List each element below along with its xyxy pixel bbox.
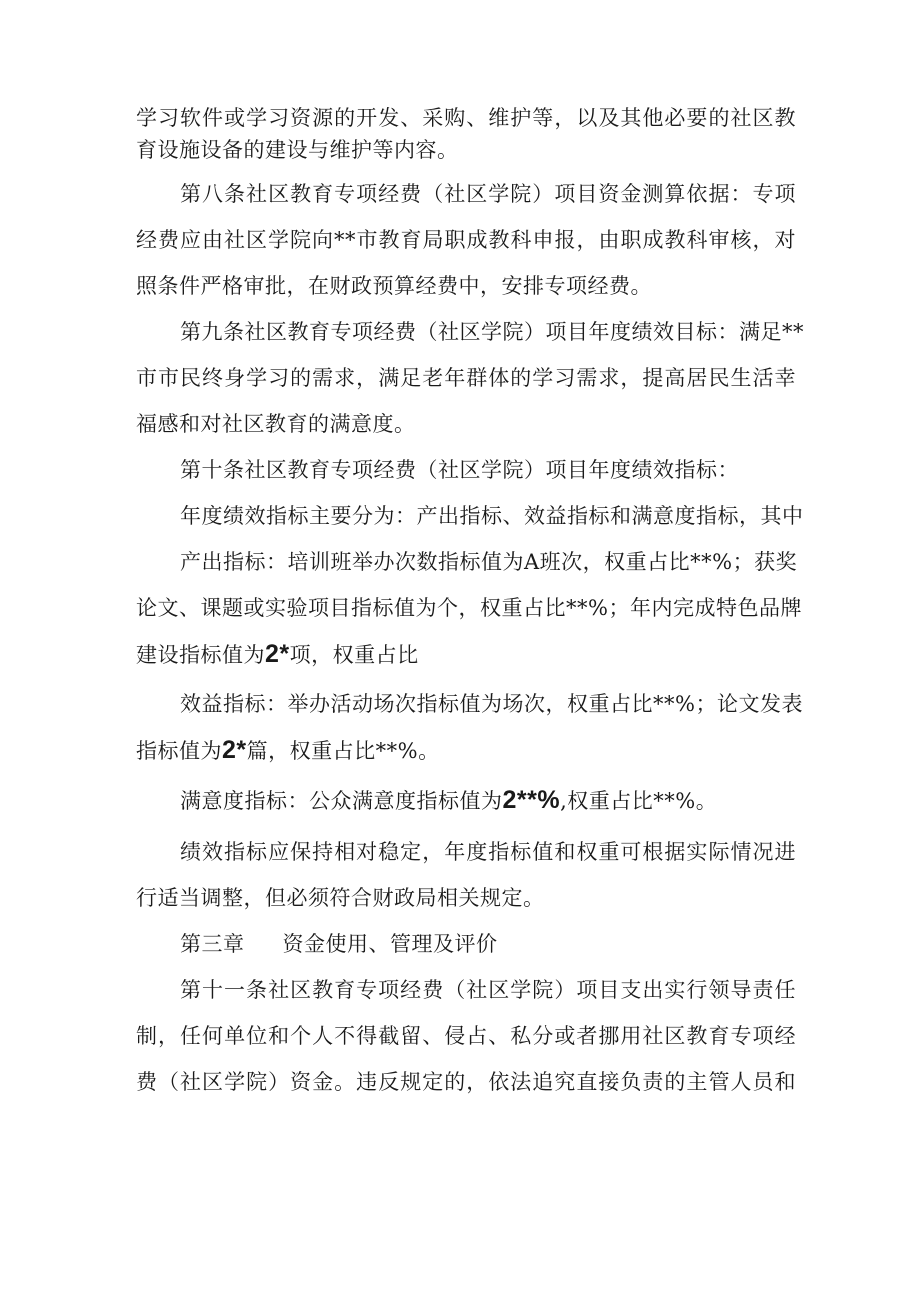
chapter-title: 资金使用、管理及评价 — [282, 932, 498, 956]
brand-line-text: 建设指标值为 — [136, 643, 265, 667]
paper-line-text: 篇，权重占比**%。 — [246, 739, 440, 763]
brand-line-text: 项，权重占比 — [289, 643, 419, 667]
brand-indicator-line — [136, 640, 796, 669]
paragraph-line: 照条件严格审批，在财政预算经费中，安排专项经费。 — [136, 274, 652, 298]
satisfaction-value: 2**% — [502, 786, 561, 814]
article-9-line: 第九条社区教育专项经费（社区学院）项目年度绩效目标：满足** — [180, 320, 804, 344]
article-11-line: 第十一条社区教育专项经费（社区学院）项目支出实行领导责任 — [180, 978, 796, 1002]
article-8-line: 第八条社区教育专项经费（社区学院）项目资金测算依据：专项 — [180, 182, 796, 206]
satisfaction-indicator-line — [180, 786, 796, 815]
paragraph-line: 制，任何单位和个人不得截留、侵占、私分或者挪用社区教育专项经 — [136, 1024, 796, 1048]
paragraph-line: 经费应由社区学院向**市教育局职成教科申报，由职成教科审核，对 — [136, 228, 796, 252]
paragraph-line: 论文、课题或实验项目指标值为个，权重占比**%；年内完成特色品牌 — [136, 596, 802, 620]
indicator-intro-line: 年度绩效指标主要分为：产出指标、效益指标和满意度指标，其中 — [180, 504, 804, 528]
paper-count-value: 2* — [222, 736, 247, 764]
article-10-line: 第十条社区教育专项经费（社区学院）项目年度绩效指标： — [180, 458, 739, 482]
satisfaction-line-text: 满意度指标：公众满意度指标值为 — [180, 789, 503, 813]
paragraph-line: 费（社区学院）资金。违反规定的，依法追究直接负责的主管人员和 — [136, 1070, 796, 1094]
paragraph-line: 行适当调整，但必须符合财政局相关规定。 — [136, 886, 545, 910]
chapter-number: 第三章 — [180, 932, 245, 956]
paragraph-line: 学习软件或学习资源的开发、采购、维护等，以及其他必要的社区教 — [136, 106, 796, 130]
benefit-indicator-line: 效益指标：举办活动场次指标值为场次，权重占比**%；论文发表 — [180, 692, 803, 716]
chapter-heading — [180, 930, 796, 958]
satisfaction-line-text: ,权重占比**%。 — [560, 789, 718, 813]
stability-line: 绩效指标应保持相对稳定，年度指标值和权重可根据实际情况进 — [180, 840, 796, 864]
paper-line-text: 指标值为 — [136, 739, 222, 763]
paper-indicator-line — [136, 736, 796, 765]
output-indicator-line: 产出指标：培训班举办次数指标值为A班次，权重占比**%；获奖 — [180, 550, 798, 574]
brand-count-value: 2* — [265, 640, 290, 668]
paragraph-line: 市市民终身学习的需求，满足老年群体的学习需求，提高居民生活幸 — [136, 366, 796, 390]
paragraph-line: 福感和对社区教育的满意度。 — [136, 412, 416, 436]
paragraph-line: 育设施设备的建设与维护等内容。 — [136, 138, 459, 162]
